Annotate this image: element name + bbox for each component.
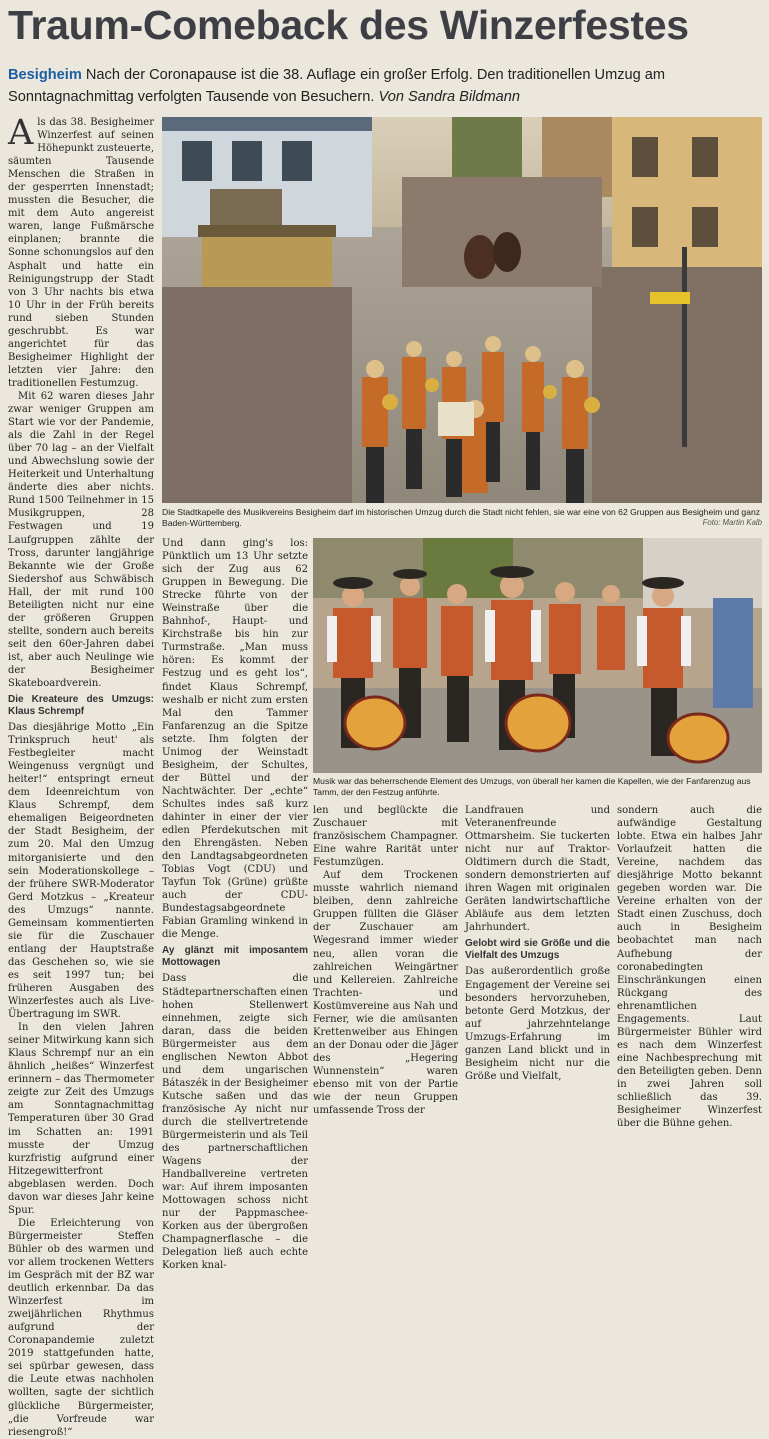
- col1-paragraph-1: ls das 38. Besigheimer Winzerfest auf seinen Höhepunkt zusteuerte, säumten Tausende Menschen die Straßen in der gesperrten Innenstadt; mussten die Besucher, die mit dem Auto angereist waren, lange Fußmärsche einplanen; brannte die Sonne schonungslos auf den Asphalt und hatte ein Reinigungstrupp der Stadt von 3 Uhr nachts bis etwa 10 Uhr in der Früh bereits rund sieben Stunden geschrubbt. Es war angerichtet für das Besigheimer Highlight der letzten vier Jahre: den traditionellen Festumzug.: [8, 117, 154, 389]
- article-column-1: [8, 113, 154, 1438]
- col1-paragraph-4: In den vielen Jahren seiner Mitwirkung kann sich Klaus Schrempf nur an ein ähnlich „heißes“ Winzerfest erinnern – das Thermometer zeigte zur Zeit des Umzugs am Sonntagnachmittag Temperaturen über 30 Grad im Schatten an: 1991 musste der Umzug kurzfristig aufgrund einer Hitzegewitterfront abgeblasen werden. Doch davon war dieses Jahr keine Spur.: [8, 1022, 154, 1216]
- col4-paragraph-2: Das außerordentlich große Engagement der Vereine sei besonders hervorzuheben, betonte Gerd Motzkus, der auf jahrzehntelange Umzugs-Erfahrung im ganzen Land blickt und in Besigheim nicht nur die Größe und Vielfalt,: [465, 966, 610, 1082]
- col3-paragraph-2: Auf dem Trockenen musste wahrlich niemand bleiben, denn zahlreiche Gruppen füllten die Gläser der Zuschauer am Wegesrand immer wieder neu, allen voran die zahlreichen Weingärtner und Kellereien. Zahlreiche Trachten- und Kostümvereine aus Nah und Ferner, wie die amüsanten Krettenweiber aus Ehingen an der Donau oder die Jäger des „Hegering Wunnenstein“ waren ebenso mit von der Partie wie der neun Gruppen umfassende Tross der: [313, 870, 458, 1117]
- subhead-kreateure: Die Kreateure des Umzugs: Klaus Schrempf: [8, 694, 154, 718]
- photo-parade-credit: Foto: Martin Kalb: [702, 518, 762, 527]
- photo-fanfarenzug: [313, 538, 762, 773]
- article-column-5: [617, 804, 762, 1130]
- photo-parade-caption: Die Stadtkapelle des Musikvereins Besigheim darf im historischen Umzug durch die Stadt nicht fehlen, sie war eine von 62 Gruppen aus Besigheim und ganz Baden-Württemberg.: [162, 507, 761, 528]
- lead-author: Von Sandra Bildmann: [378, 89, 520, 105]
- col4-paragraph-1: Landfrauen und Veteranenfreunde Ottmarsheim. Sie tuckerten nicht nur auf Traktor-Oldtimern durch die Stadt, sondern demonstrierten auf ihren Wagen mit originalen Geräten landwirtschaftliche Abläufe aus dem letzten Jahrhundert.: [465, 805, 610, 934]
- subhead-ay: Ay glänzt mit imposantem Mottowagen: [162, 945, 308, 969]
- col1-paragraph-3: Das diesjährige Motto „Ein Trinkspruch heut' als Festbegleiter macht Weingenuss vergnügt und heiter!“ entspringt erneut dem Ideenreichtum von Klaus Schrempf, dem ehemaligen Beigeordneten der Stadt Besigheim, der zum 20. Mal den Umzug mitorganisierte und den sein Moderationskollege – der frühere SWR-Moderator Gerd Motzkus – „Kreateur des Umzugs“ nannte. Gemeinsam kommentierten sie für die Zuschauer entlang der Hauptstraße das Geschehen so, wie sie es seit 1997 tun; bei früheren Ausgaben des Winzerfestes auch als Live-Übertragung im SWR.: [8, 722, 154, 1021]
- subhead-vielfalt: Gelobt wird sie Größe und die Vielfalt des Umzugs: [465, 938, 610, 962]
- col2-paragraph-1: Und dann ging's los: Pünktlich um 13 Uhr setzte sich der Zug aus 62 Gruppen in Bewegung. Die Strecke führte von der Weinstraße über die Bahnhof-, Haupt- und Kirchstraße bis hin zur Turmstraße. „Man muss hören: Es kommt der Festzug und es geht los“, findet Klaus Schrempf, weshalb er nicht zum ersten Mal den Tammer Fanfarenzug an die Spitze setzte. Ihm folgten der Unimog der Weinstadt Besigheim, der Schultes, der Büttel und der Nachtwächter. Der „echte“ Schultes indes saß kurz dahinter in einer der vier edlen Pferdekutschen mit den Ehrengästen. Neben den Landtagsabgeordneten Tobias Vogt (CDU) und Tayfun Tok (Grüne) grüßte auch der CDU-Bundestagsabgeordnete Fabian Gramling winkend in die Menge.: [162, 538, 308, 941]
- lead-paragraph: [8, 64, 758, 108]
- col5-paragraph-1: sondern auch die aufwändige Gestaltung lobte. Etwa ein halbes Jahr Vorlaufzeit hatten die Vereine, nachdem das diesjährige Motto bekannt gegeben worden war. Die Vereine erhalten von der Stadt einen Zuschuss, doch auch in Besigheim beobachtet man nach Aufhebung der coronabedingten Einschränkungen einen Rückgang des ehrenamtlichen Engagements. Laut Bürgermeister Bühler wird es nach dem Winzerfest eine Nachbesprechung mit den Beteiligten geben. Denn in zwei Jahren soll schließlich das 39. Besigheimer Winzerfest über die Bühne gehen.: [617, 805, 762, 1130]
- lead-text: Nach der Coronapause ist die 38. Auflage ein großer Erfolg. Den traditionellen Umzug am Sonntagnachmittag verfolgten Tausende von Besuchern.: [8, 67, 666, 105]
- photo-parade-stadtkapelle: [162, 117, 762, 503]
- headline: Traum-Comeback des Winzerfestes: [8, 2, 689, 48]
- photo-fanfarenzug-caption: Musik war das beherrschende Element des Umzugs, von überall her kamen die Kapellen, wie der Fanfarenzug aus Tamm, der den Festzug anführte.: [313, 776, 751, 797]
- lead-place: Besigheim: [8, 67, 82, 83]
- article-column-4: [465, 804, 610, 1082]
- photo-parade-image: [162, 117, 762, 503]
- col1-paragraph-5: Die Erleichterung von Bürgermeister Steffen Bühler ob des warmen und vor allem trockenen Wetters im Gespräch mit der BZ war deutlich erkennbar. Da das Winzerfest im zweijährlichen Rhythmus aufgrund der Coronapandemie zuletzt 2019 stattgefunden hatte, sei spürbar gewesen, dass die Leute etwas nachholen wollten, sagte der sichtlich glückliche Bürgermeister, „die Vorfreude war riesengroß!“: [8, 1217, 154, 1438]
- col3-paragraph-1: len und beglückte die Zuschauer mit französischem Champagner. Eine wahre Rarität unter Festumzügen.: [313, 805, 458, 869]
- article-column-2: [162, 537, 308, 1272]
- article-column-3: [313, 804, 458, 1117]
- dropcap: A: [8, 113, 34, 153]
- col1-paragraph-2: Mit 62 waren dieses Jahr zwar weniger Gruppen am Start wie vor der Pandemie, als die Zahl in der Regel über 70 lag – an der Vielfalt und Abwechslung sowie der Heiterkeit und Unterhaltung änderte dies aber nichts. Rund 1500 Teilnehmer in 15 Musikgruppen, 28 Festwagen und 19 Laufgruppen zählte der Tross, darunter langjährige Bekannte wie der Große Siedershof aus Schwäbisch Hall, der mit rund 100 Beteiligten nicht nur eine der größeren Gruppen stellte, sondern auch bereits seit den 60er-Jahren dabei ist, aber auch Neulinge wie der Besigheimer Skateboardverein.: [8, 390, 154, 690]
- photo-fanfarenzug-image: [313, 538, 762, 773]
- col2-paragraph-2: Dass die Städtepartnerschaften einen hohen Stellenwert einnehmen, zeigte sich daran, dass die beiden Bürgermeister aus dem englischen Newton Abbot und dem ungarischen Bátaszék in der Besigheimer Kutsche saßen und das französische Ay nicht nur durch die stellvertretende Bürgermeisterin und als Teil des partnerschaftlichen Wagens der Handballvereine vertreten war: Auf ihrem imposanten Mottowagen schoss nicht nur der Pappmaschee-Korken aus der übergroßen Champagnerflasche – die Delegation ließ auch echte Korken knal-: [162, 973, 308, 1272]
